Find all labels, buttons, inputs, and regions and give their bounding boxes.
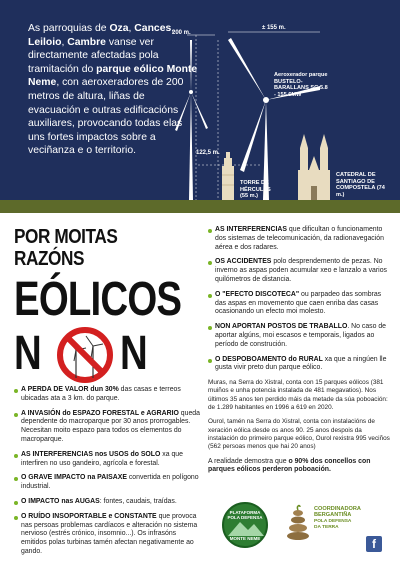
bullet-icon	[14, 454, 18, 458]
item-title: O IMPACTO nas AUGAS	[21, 497, 100, 505]
ourol-paragraph: Ourol, tamén na Serra do Xistral, conta con instalacións de xeración eólica desde os anos 90. 25 anos despois da instalación do primeiro parque eólico, Ourol rexistra 995 veciños (562 persoas menos que hai 20 anos)	[208, 418, 390, 451]
item-text: convertida en polígono industrial.	[21, 474, 199, 491]
item-text: queda dependente do macroparque por 30 anos prorrogables. Necesitan moito espazo para todos os elementos do macroparque.	[21, 409, 200, 443]
turbine-model-label: Aeroxerador parque BUSTELO-BARALLANS SG 5.8 - 155 6MW	[274, 72, 328, 98]
separator: ,	[128, 23, 135, 34]
right-reasons-list	[208, 226, 390, 475]
logo1-top-text: PLATAFORMA POLA DEFENSA	[227, 510, 263, 520]
logo2-line: DA TERRA	[314, 525, 339, 531]
parish-cambre: Cambre	[67, 36, 106, 48]
item-text: polo desprendemento de pezas. No inverno as aspas poden acumular xeo e lanzalo a varios quilómetros de distancia.	[215, 258, 387, 283]
tower-label: TORRE DE HÉRCULES (55 m.)	[240, 180, 271, 200]
conclusion-prefix: A realidade demostra que	[208, 457, 289, 465]
bullet-icon	[14, 501, 18, 505]
height-200-label: 200 m.	[172, 30, 191, 36]
item-text: xa que interfiren no uso gandeiro, agrícola e forestal.	[21, 450, 183, 467]
headline-letter-n1: N	[14, 327, 41, 380]
item-text: que provoca nas persoas problemas cardíacos e alteración no sistema nervioso (estrés crónico, insomnio...). Os infrasóns emitidos polas turbinas tamén afectan negativamente ao gando.	[21, 512, 198, 555]
item-text: ou parpadeo das sombras das aspas en movemento que caen enriba das casas ocasionando un efecto moi molesto.	[215, 290, 382, 316]
monte-neme-platform-logo	[222, 502, 268, 548]
hero-text-middle: vanse ver directamente afectadas pola tramitación do	[28, 36, 159, 75]
item-text: xa que a ningúen lle gusta vivir preto dun parque eólico.	[215, 355, 387, 372]
park-name: parque eólico Monte Neme	[28, 63, 198, 89]
item-title: O DESPOBOAMENTO do RURAL	[215, 355, 323, 363]
list-item	[208, 258, 390, 284]
parish-leiloio: Leiloio	[28, 36, 62, 48]
logo2-line: COORDINADORA	[314, 506, 361, 512]
list-item	[208, 323, 390, 349]
item-text: que dificultan o funcionamento dos sistemas de telecomunicación, da radionavegación aérea e dos radares.	[215, 226, 384, 251]
rotor-diameter-label: ± 155 m.	[262, 25, 286, 31]
item-title: NON APORTAN POSTOS DE TRABALLO	[215, 323, 348, 331]
list-item	[14, 451, 200, 469]
hero-text-prefix: As parroquias de	[28, 23, 110, 34]
hero-banner	[0, 0, 400, 213]
list-item	[208, 291, 390, 317]
item-title: A PERDA DE VALOR dun 30%	[21, 386, 119, 393]
parish-oza: Oza	[109, 23, 129, 34]
cathedral-icon	[298, 134, 330, 200]
headline	[14, 226, 194, 384]
cathedral-label: CATEDRAL DE SANTIAGO DE COMPOSTELA (74 m.)	[336, 172, 385, 198]
item-title: O RUÍDO INSOPORTABLE e CONSTANTE	[21, 512, 157, 520]
item-text: . No caso de aportar algúns, moi escasos e temporais, ligados ao período de construción.	[215, 323, 387, 348]
logo1-bottom-text: MONTE NEME	[229, 536, 261, 541]
hero-text-rest: , con aeroxeradores de 200 metros de altura, liñas de evacuación e outras edificacións auxiliares, provocando todas elas uns fortes impactos sobre a veciñanza e o territorio.	[28, 77, 184, 157]
height-1225-label: 122,5 m.	[196, 150, 220, 156]
separator: ,	[61, 36, 68, 48]
left-reasons-list	[14, 386, 200, 563]
bullet-icon	[208, 326, 212, 330]
bullet-icon	[14, 516, 18, 520]
muras-paragraph: Muras, na Serra do Xistral, conta con 15 parques eólicos (381 muiños e unha potencia instalada de 481 megavatios). Nos últimos 35 anos ten perdido máis da metade da súa poboación: de 1.289 habitantes en 1996 a 619 en 2020.	[208, 379, 388, 412]
logo2-line: POLA DEFENSA	[314, 518, 352, 524]
headline-line3	[14, 326, 194, 384]
conclusion	[208, 458, 390, 476]
list-item	[14, 410, 200, 445]
list-item	[208, 356, 390, 374]
bullet-icon	[14, 477, 18, 481]
list-item	[14, 386, 200, 404]
tower-of-hercules-icon	[222, 152, 234, 200]
item-title: AS INTERFERENCIAS	[215, 226, 287, 233]
item-title: AS INTERFERENCIAS nos USOS do SOLO	[21, 450, 161, 458]
organizer-logos	[210, 496, 390, 556]
bullet-icon	[208, 359, 212, 363]
no-turbines-sign-icon	[56, 326, 114, 384]
separator: ,	[171, 23, 175, 34]
item-title: O GRAVE IMPACTO na PAISAXE	[21, 474, 127, 482]
item-title: OS ACCIDENTES	[215, 258, 272, 266]
item-title: A INVASIÓN do ESPAZO FORESTAL e AGRARIO	[21, 409, 179, 417]
bullet-icon	[14, 389, 18, 393]
hero-paragraph	[28, 22, 198, 158]
bullet-icon	[208, 294, 212, 298]
mountain-icon	[224, 518, 266, 538]
list-item	[208, 226, 390, 252]
item-title: O "EFECTO DISCOTECA"	[215, 290, 300, 298]
headline-line1: POR MOITAS RAZÓNS	[14, 226, 118, 270]
parish-cances: Cances	[134, 23, 172, 34]
list-item	[14, 498, 200, 507]
bullet-icon	[14, 413, 18, 417]
list-item	[14, 474, 200, 492]
headline-line2: EÓLICOS	[14, 273, 182, 326]
stone-cairn-icon	[286, 504, 310, 540]
coordinadora-logo-text	[314, 506, 361, 532]
logo2-line: BERGANTIÑA	[314, 512, 352, 519]
bullet-icon	[208, 261, 212, 265]
list-item	[14, 513, 200, 557]
item-text: das casas e terreos ubicadas ata a 3 km. do parque.	[21, 386, 181, 402]
item-text: : fontes, caudais, traídas.	[99, 497, 177, 505]
conclusion-bold: o 90% dos concellos con parques eólicos perderon poboación.	[208, 457, 371, 474]
headline-letter-n2: N	[120, 327, 147, 380]
facebook-icon[interactable]: f	[366, 536, 382, 552]
bullet-icon	[208, 229, 212, 233]
